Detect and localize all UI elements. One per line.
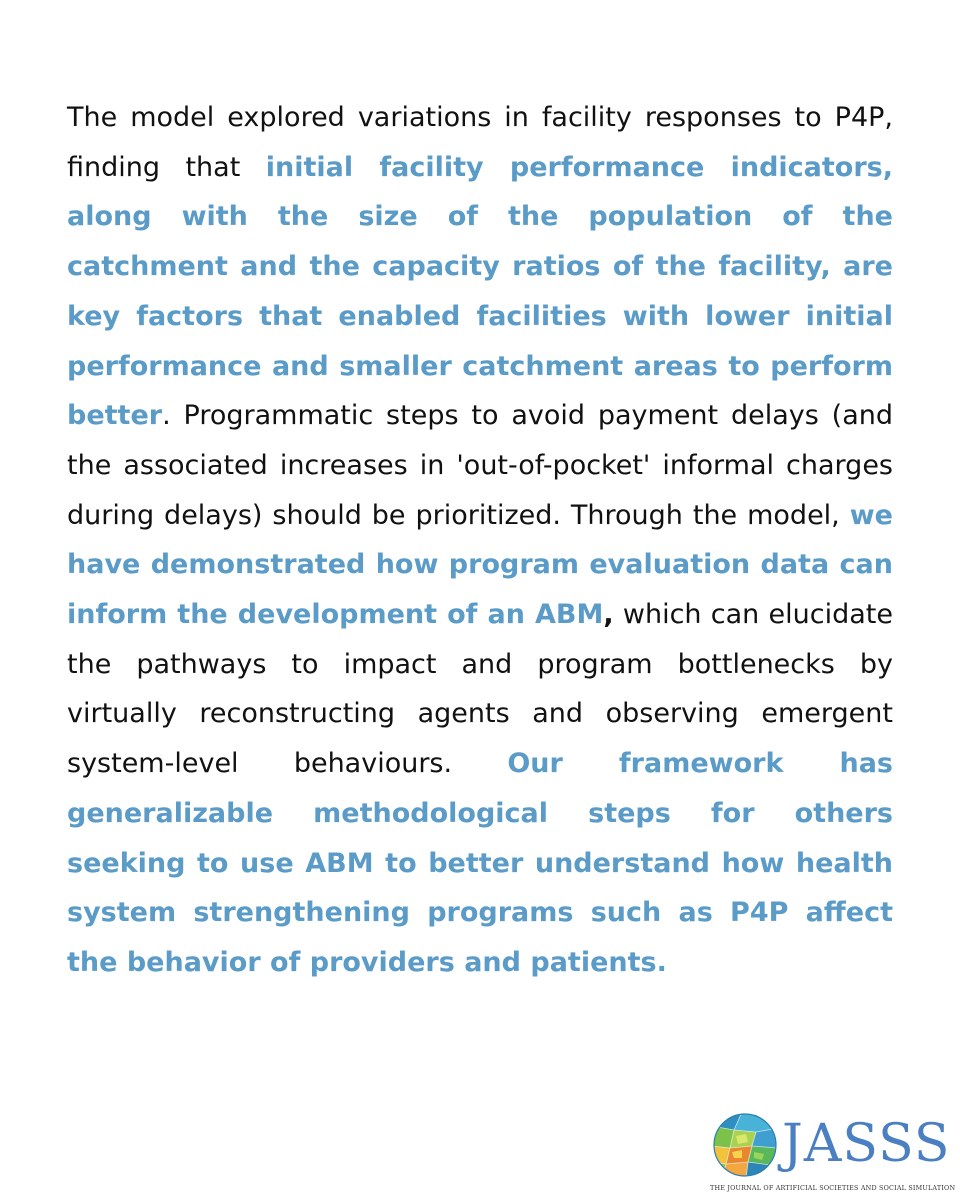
highlight-key-factors: initial facility performance indicators, along with the size of the population of the catchment and the capacity ratios of the facility, are key factors that enabled facilities with lower initial performance and smaller catchment areas to perform better [67,151,893,432]
highlight-demonstrated: we have demonstrated how program evaluation data can inform the development of an ABM [67,499,893,631]
jasss-logo [708,1110,956,1196]
logo-subtitle: THE JOURNAL OF ARTIFICIAL SOCIETIES AND SOCIAL SIMULATION [710,1184,956,1192]
text-intro: The model explored variations in facility responses to P4P, finding that [67,102,893,183]
text-programmatic-steps: . Programmatic steps to avoid payment delays (and the associated increases in 'out-of-pocket' informal charges during delays) should be prioritized. Through the model, [67,400,893,531]
summary-paragraph [67,93,893,988]
globe-mosaic-icon [712,1112,778,1178]
text-elucidate: which can elucidate the pathways to impact and program bottlenecks by virtually reconstructing agents and observing emergent system-level behaviours. [67,599,893,780]
highlight-framework: Our framework has generalizable methodological steps for others seeking to use ABM to better understand how health system strengthening programs such as P4P affect the behavior of providers and patients. [67,748,893,978]
logo-title: JASSS [782,1114,951,1174]
text-comma: , [603,599,614,631]
